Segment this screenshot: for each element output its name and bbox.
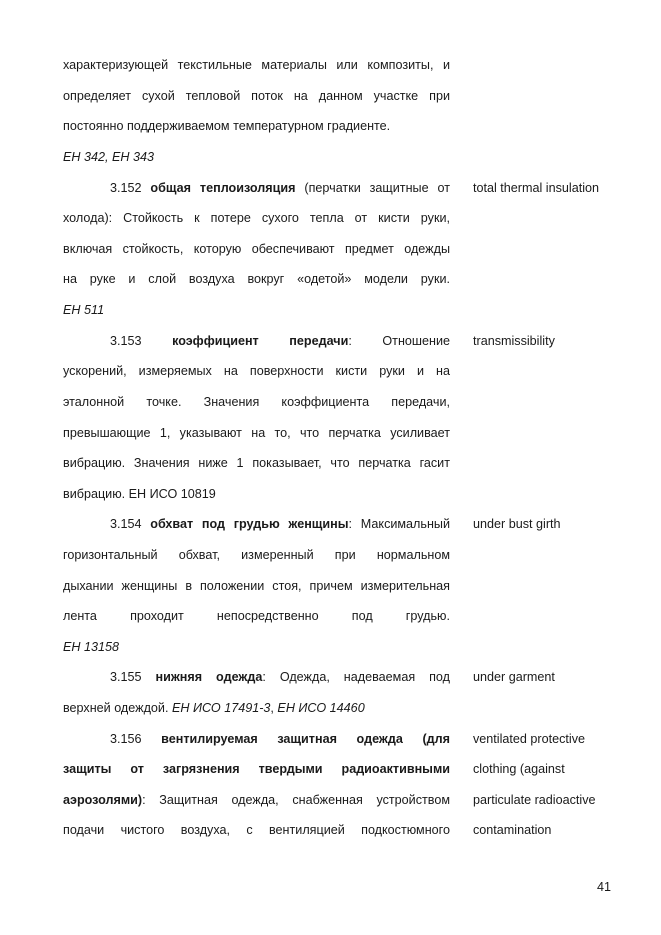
text-line: вибрацию. ЕН ИСО 10819 — [63, 487, 216, 501]
term-name: коэффициент — [172, 334, 259, 348]
text-line: постоянно поддерживаемом температурном градиенте. — [63, 119, 391, 133]
text-line: превышающие 1, указывают на то, что перчатка усиливает — [63, 426, 450, 440]
text-line: вибрацию. Значения ниже 1 показывает, что перчатка гасит — [63, 456, 450, 470]
standard-reference: ЕН ИСО 17491-3 — [171, 701, 271, 715]
text-line: горизонтальный обхват, измеренный при нормальном — [63, 548, 450, 562]
text-line: дыхании женщины в положении стоя, причем измерительная — [63, 579, 450, 593]
text-line: ускорений, измеряемых на поверхности кисти руки и на — [63, 364, 450, 378]
term-3-153: 3.153 коэффициент передачи: Отношение — [110, 334, 450, 348]
text-line: эталонной точке. Значения коэффициента передачи, — [63, 395, 450, 409]
standard-reference: ЕН 511 — [63, 303, 105, 317]
term-name: вентилируемая защитная одежда (для — [161, 732, 450, 746]
standard-reference: ЕН 342, ЕН 343 — [63, 150, 155, 164]
english-term: particulate radioactive — [473, 793, 596, 807]
term-name: обхват под грудью женщины — [150, 517, 349, 531]
text-line: верхней одеждой. ЕН ИСО 17491-3, ЕН ИСО 14460 — [63, 701, 365, 715]
term-3-154: 3.154 обхват под грудью женщины: Максимальный — [110, 517, 451, 531]
text-line: аэрозолями): Защитная одежда, снабженная устройством — [63, 793, 450, 807]
term-name: аэрозолями) — [63, 793, 143, 807]
text-line: на руке и слой воздуха вокруг «одетой» модели руки. — [63, 272, 450, 286]
english-term: under bust girth — [473, 517, 561, 531]
page-number: 41 — [597, 880, 612, 894]
standard-reference: ЕН 13158 — [63, 640, 120, 654]
term-3-155: 3.155 нижняя одежда: Одежда, надеваемая под — [110, 670, 451, 684]
english-term: contamination — [473, 823, 552, 837]
term-name-continued: защиты от загрязнения твердыми радиоактивными — [63, 762, 450, 776]
text-line: включая стойкость, которую обеспечивают предмет одежды — [63, 242, 450, 256]
term-name: общая теплоизоляция — [150, 181, 296, 195]
text-line: лента проходит непосредственно под грудью. — [63, 609, 450, 623]
text-line: определяет сухой тепловой поток на данном участке при — [63, 89, 450, 103]
term-3-156: 3.156 вентилируемая защитная одежда (для — [110, 732, 450, 746]
text-line: подачи чистого воздуха, с вентиляцией подкостюмного — [63, 823, 450, 837]
term-3-152: 3.152 общая теплоизоляция (перчатки защитные от — [110, 181, 450, 195]
english-term: clothing (against — [473, 762, 565, 776]
standard-reference: ЕН ИСО 14460 — [277, 701, 365, 715]
text-line: холода): Стойкость к потере сухого тепла от кисти руки, — [63, 211, 450, 225]
english-term: under garment — [473, 670, 555, 684]
english-term: transmissibility — [473, 334, 555, 348]
english-term: ventilated protective — [473, 732, 586, 746]
text-line: характеризующей текстильные материалы или композиты, и — [63, 58, 450, 72]
english-term: total thermal insulation — [473, 181, 600, 195]
term-name: нижняя одежда — [155, 670, 263, 684]
term-name: передачи — [289, 334, 349, 348]
